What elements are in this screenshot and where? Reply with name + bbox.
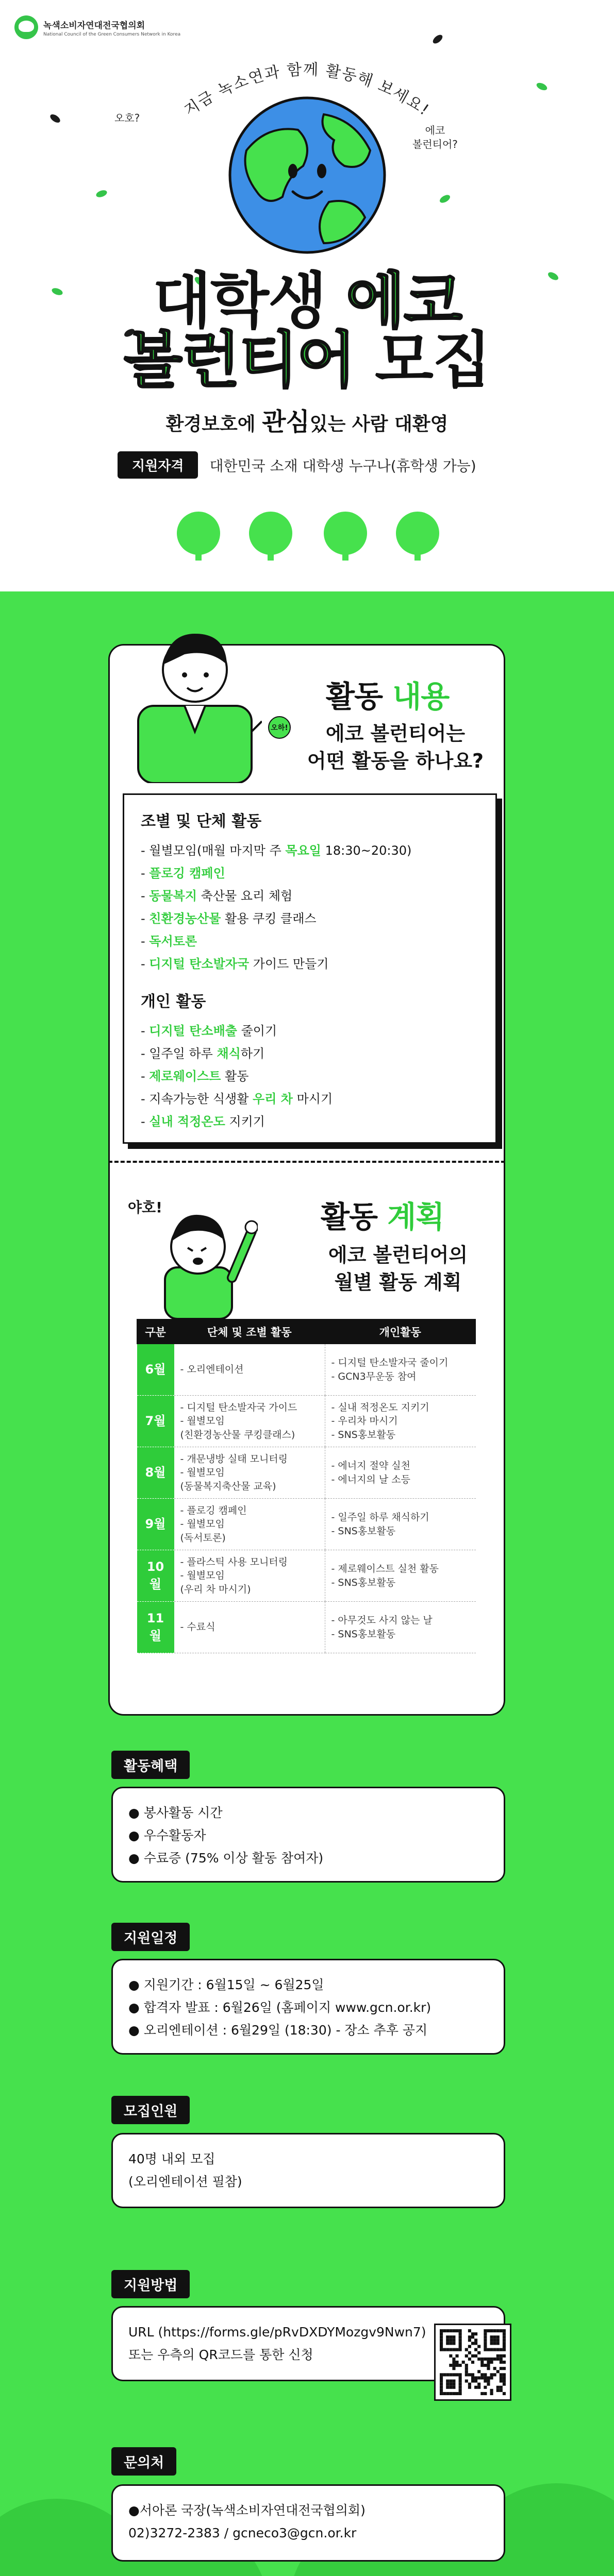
info-line: 또는 우측의 QR코드를 통한 신청 bbox=[128, 2347, 313, 2362]
list-item: - 제로웨이스트 활동 bbox=[141, 1069, 249, 1083]
schedule-box bbox=[111, 1959, 505, 2055]
card-divider bbox=[108, 1161, 505, 1163]
list-item: - 실내 적정온도 지키기 bbox=[141, 1114, 265, 1129]
group-activity-list bbox=[141, 839, 479, 975]
benefits-label: 활동혜택 bbox=[111, 1751, 190, 1779]
plan-title: 활동 계획 bbox=[321, 1199, 444, 1234]
activity-list-box bbox=[123, 793, 497, 1144]
bubble-right: 에코 볼런티어? bbox=[412, 124, 458, 150]
info-line: ● 합격자 발표 : 6월26일 (홈페이지 www.gcn.or.kr) bbox=[128, 2000, 432, 2015]
table-row bbox=[137, 1344, 476, 1396]
info-line: (오리엔테이션 필참) bbox=[128, 2174, 242, 2189]
list-item: - 디지털 탄소발자국 가이드 만들기 bbox=[141, 957, 329, 971]
qr-code-icon[interactable] bbox=[434, 2324, 511, 2401]
monthly-plan-table bbox=[137, 1319, 476, 1653]
recruit-box bbox=[111, 2133, 505, 2208]
table-row bbox=[137, 1447, 476, 1499]
info-line: ● 봉사활동 시간 bbox=[128, 1805, 223, 1820]
list-item: - 친환경농산물 활용 쿠킹 클래스 bbox=[141, 911, 317, 926]
tree-icon bbox=[396, 512, 439, 561]
group-cell: - 오리엔테이션 bbox=[174, 1344, 325, 1396]
info-line: ● 우수활동자 bbox=[128, 1828, 206, 1843]
personal-activity-list bbox=[141, 1020, 479, 1133]
list-item: - 동물복지 축산물 요리 체험 bbox=[141, 889, 293, 903]
eligibility-text: 대한민국 소재 대학생 누구나(휴학생 가능) bbox=[209, 457, 476, 474]
table-row bbox=[137, 1602, 476, 1653]
info-line: URL (https://forms.gle/pRvDXDYMozgv9Nwn7) bbox=[128, 2325, 426, 2340]
main-title-line1: 대학생 에코 bbox=[152, 265, 462, 336]
info-line: ● 지원기간 : 6월15일 ~ 6월25일 bbox=[128, 1977, 324, 1992]
list-item: - 지속가능한 식생활 우리 차 마시기 bbox=[141, 1092, 333, 1106]
tree-row-icon bbox=[173, 510, 443, 562]
personal-activity-title: 개인 활동 bbox=[141, 993, 206, 1011]
group-cell: - 디지털 탄소발자국 가이드 - 월별모임 (친환경농산물 쿠킹클래스) bbox=[174, 1396, 325, 1447]
smiling-earth-icon bbox=[226, 94, 389, 257]
main-title-line2: 볼런티어 모집 bbox=[123, 325, 491, 396]
table-row bbox=[137, 1499, 476, 1550]
contact-label: 문의처 bbox=[111, 2447, 176, 2476]
table-header-row bbox=[137, 1319, 476, 1344]
info-line: 40명 내외 모집 bbox=[128, 2151, 215, 2166]
month-cell: 6월 bbox=[137, 1344, 174, 1396]
bubble-left: 오호? bbox=[114, 112, 140, 124]
month-cell: 9월 bbox=[137, 1499, 174, 1550]
group-activity-title: 조별 및 단체 활동 bbox=[141, 812, 262, 831]
list-item: - 디지털 탄소배출 줄이기 bbox=[141, 1024, 277, 1038]
tree-icon bbox=[177, 512, 220, 561]
recruit-label: 모집인원 bbox=[111, 2096, 190, 2124]
contact-box bbox=[111, 2484, 505, 2562]
personal-cell: - 실내 적정온도 지키기 - 우리차 마시기 - SNS홍보활동 bbox=[325, 1396, 476, 1447]
table-header: 개인활동 bbox=[325, 1319, 476, 1344]
arc-slogan-text: 지금 녹소연과 함께 활동해 보세요! bbox=[180, 60, 433, 120]
list-item: - 플로깅 캠페인 bbox=[141, 866, 225, 880]
hero-section bbox=[0, 0, 614, 591]
org-name-en: National Council of the Green Consumers Network in Korea bbox=[43, 31, 181, 37]
personal-cell: - 일주일 하루 채식하기 - SNS홍보활동 bbox=[325, 1499, 476, 1550]
month-cell: 10월 bbox=[137, 1550, 174, 1602]
info-line: ● 수료증 (75% 이상 활동 참여자) bbox=[128, 1851, 324, 1866]
info-line: 02)3272-2383 / gcneco3@gcn.or.kr bbox=[128, 2526, 357, 2540]
personal-cell: - 에너지 절약 실천 - 에너지의 날 소등 bbox=[325, 1447, 476, 1499]
list-item: - 독서토론 bbox=[141, 934, 197, 948]
cheer-text: 야호! bbox=[128, 1199, 162, 1216]
info-line: ●서아론 국장(녹색소비자연대전국협의회) bbox=[128, 2503, 366, 2518]
list-item: - 월별모임(매월 마지막 주 목요일 18:30~20:30) bbox=[141, 843, 412, 858]
group-cell: - 플로깅 캠페인 - 월별모임 (독서토론) bbox=[174, 1499, 325, 1550]
activity-title: 활동 내용 bbox=[326, 679, 450, 714]
group-cell: - 수료식 bbox=[174, 1602, 325, 1653]
eligibility-label: 지원자격 bbox=[118, 451, 198, 479]
tree-icon bbox=[324, 512, 367, 561]
month-cell: 11월 bbox=[137, 1602, 174, 1653]
tree-icon bbox=[249, 512, 292, 561]
schedule-label: 지원일정 bbox=[111, 1923, 190, 1951]
subtitle: 환경보호에 관심있는 사람 대환영 bbox=[165, 408, 449, 436]
month-cell: 8월 bbox=[137, 1447, 174, 1499]
personal-cell: - 제로웨이스트 실천 활동 - SNS홍보활동 bbox=[325, 1550, 476, 1602]
plan-subtitle: 에코 볼런티어의 월별 활동 계획 bbox=[328, 1244, 468, 1294]
list-item: - 일주일 하루 채식하기 bbox=[141, 1046, 265, 1061]
org-name-ko: 녹색소비자연대전국협의회 bbox=[43, 20, 145, 31]
personal-cell: - 디지털 탄소발자국 줄이기 - GCN3무운동 참여 bbox=[325, 1344, 476, 1396]
personal-cell: - 아무것도 사지 않는 날 - SNS홍보활동 bbox=[325, 1602, 476, 1653]
table-header: 구분 bbox=[137, 1319, 174, 1344]
activity-subtitle: 에코 볼런티어는 어떤 활동을 하나요? bbox=[307, 722, 484, 773]
student-character-icon bbox=[128, 613, 262, 783]
table-row bbox=[137, 1396, 476, 1447]
info-line: ● 오리엔테이션 : 6월29일 (18:30) - 장소 추후 공지 bbox=[128, 2023, 428, 2038]
eligibility-row bbox=[118, 451, 476, 479]
speech-badge: 오하! bbox=[268, 716, 291, 739]
month-cell: 7월 bbox=[137, 1396, 174, 1447]
table-row bbox=[137, 1550, 476, 1602]
table-header: 단체 및 조별 활동 bbox=[174, 1319, 325, 1344]
apply-label: 지원방법 bbox=[111, 2270, 190, 2298]
group-cell: - 플라스틱 사용 모니터링 - 월별모임 (우리 차 마시기) bbox=[174, 1550, 325, 1602]
group-cell: - 개문냉방 실태 모니터링 - 월별모임 (동물복지축산물 교육) bbox=[174, 1447, 325, 1499]
benefits-box bbox=[111, 1787, 505, 1883]
